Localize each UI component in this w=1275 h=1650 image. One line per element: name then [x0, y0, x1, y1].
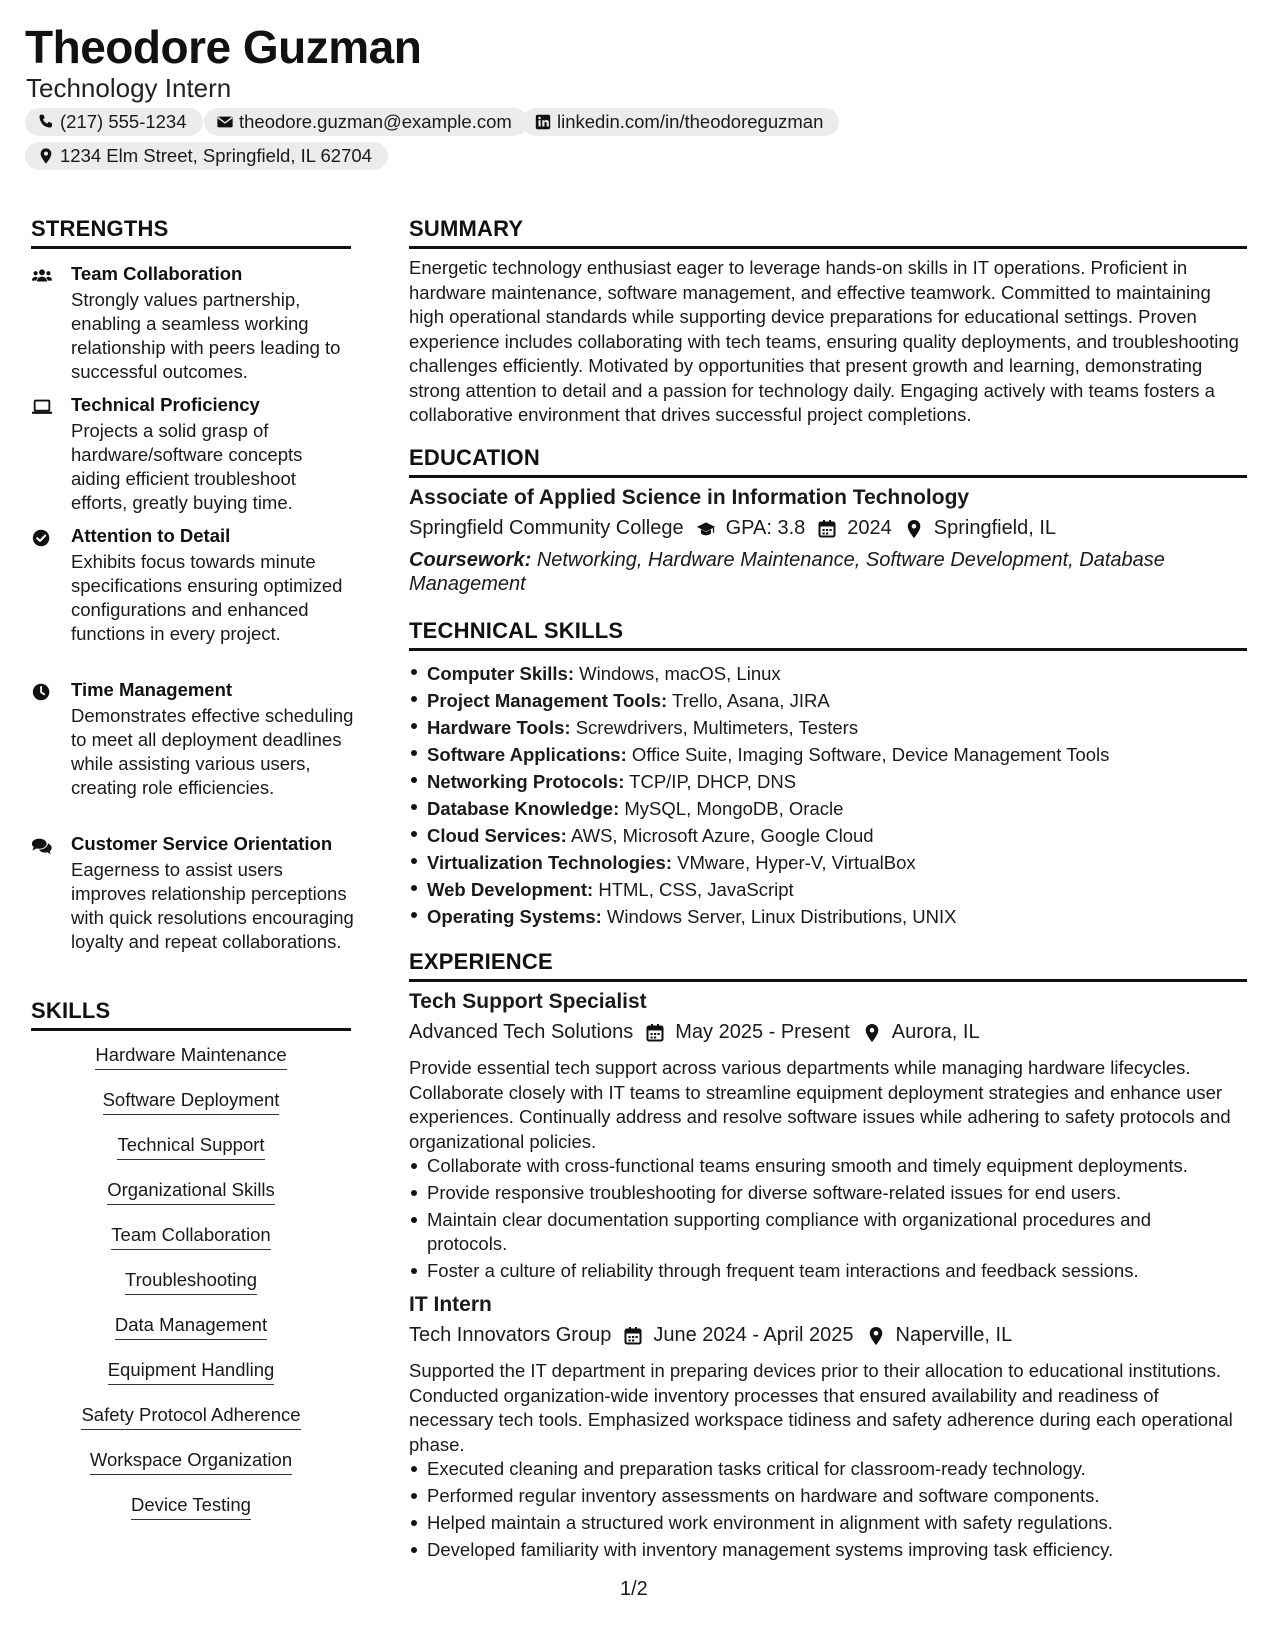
skill-values: Screwdrivers, Multimeters, Testers — [575, 717, 859, 738]
skills-rule — [31, 1028, 351, 1031]
strength-desc: Eagerness to assist users improves relationship perceptions with quick resolutions encouraging loyalty and repeat collaborations. — [71, 859, 354, 952]
graduation-cap-icon — [696, 519, 716, 539]
map-marker-icon — [862, 1023, 882, 1043]
list-item — [427, 714, 1265, 741]
company-name: Tech Innovators Group — [409, 1324, 612, 1346]
skill-label: Technical Support — [117, 1134, 264, 1160]
skill-values: MySQL, MongoDB, Oracle — [624, 798, 844, 819]
skill-label: Workspace Organization — [90, 1449, 292, 1475]
calendar-icon — [623, 1326, 643, 1346]
summary-text: Energetic technology enthusiast eager to leverage hands-on skills in IT operations. Proficient in hardware maintenance, software management, and effective teamwork. Committed to maintaining high operational standards while supporting device preparations for educational settings. Proven experience includes collaborating with tech teams, ensuring quality deployments, and troubleshooting challenges efficiently. Motivated by opportunities that present growth and learning, demonstrating strong attention to detail and a passion for technology daily. Engaging actively with teams fosters a collaborative environment that drives successful project completions. — [409, 257, 1239, 425]
job-location: Naperville, IL — [895, 1324, 1013, 1346]
list-item — [427, 876, 1265, 903]
skill-tag — [31, 1044, 351, 1070]
map-marker-icon — [37, 147, 55, 165]
summary-rule — [409, 246, 1247, 249]
coursework — [409, 548, 1239, 596]
skill-label: Team Collaboration — [111, 1224, 270, 1250]
coursework-text: Networking, Hardware Maintenance, Software Development, Database Management — [409, 549, 1165, 595]
job-title: IT Intern — [409, 1293, 492, 1316]
skill-label: Equipment Handling — [108, 1359, 275, 1385]
strength-desc: Projects a solid grasp of hardware/software concepts aiding efficient troubleshoot efforts, greatly buying time. — [71, 420, 303, 513]
skills-heading: SKILLS — [31, 998, 111, 1023]
candidate-name: Theodore Guzman — [25, 21, 422, 73]
job-bullets — [409, 1457, 1265, 1562]
strength-title: Attention to Detail — [71, 525, 231, 546]
coursework-label: Coursework: — [409, 549, 532, 571]
calendar-icon — [645, 1023, 665, 1043]
list-item: Maintain clear documentation supporting compliance with organizational procedures and protocols. — [427, 1208, 1172, 1256]
strength-title: Customer Service Orientation — [71, 833, 333, 854]
experience-heading: EXPERIENCE — [409, 949, 553, 974]
gpa-text: GPA: 3.8 — [725, 517, 806, 539]
phone-text: (217) 555-1234 — [60, 111, 187, 132]
technical-skills-list — [409, 660, 1265, 930]
list-item: Provide responsive troubleshooting for diverse software-related issues for end users. — [427, 1181, 1265, 1205]
skill-tag — [31, 1314, 351, 1340]
phone-icon — [37, 113, 55, 131]
strength-desc: Exhibits focus towards minute specifications ensuring optimized configurations and enhanced functions in every project. — [71, 551, 343, 644]
skill-label: Data Management — [115, 1314, 267, 1340]
list-item: Foster a culture of reliability through frequent team interactions and feedback sessions. — [427, 1259, 1265, 1283]
skill-tag — [31, 1359, 351, 1385]
skill-tag — [31, 1449, 351, 1475]
skill-category: Computer Skills: — [427, 663, 574, 684]
list-item: Collaborate with cross-functional teams ensuring smooth and timely equipment deployments. — [427, 1154, 1265, 1178]
clock-icon — [31, 682, 53, 702]
skill-category: Operating Systems: — [427, 906, 602, 927]
skill-tag — [31, 1494, 351, 1520]
degree-title: Associate of Applied Science in Information Technology — [409, 486, 970, 509]
skill-category: Web Development: — [427, 879, 594, 900]
list-item — [427, 822, 1265, 849]
email-text: theodore.guzman@example.com — [239, 111, 512, 132]
email-pill[interactable] — [204, 108, 528, 136]
job-bullets — [409, 1154, 1265, 1283]
job-title: Tech Support Specialist — [409, 990, 647, 1013]
skill-category: Database Knowledge: — [427, 798, 620, 819]
skill-label: Organizational Skills — [107, 1179, 275, 1205]
list-item — [427, 903, 1265, 930]
skill-values: AWS, Microsoft Azure, Google Cloud — [570, 825, 874, 846]
linkedin-icon — [534, 113, 552, 131]
list-item: Helped maintain a structured work environment in alignment with safety regulations. — [427, 1511, 1265, 1535]
skill-tag — [31, 1404, 351, 1430]
list-item — [427, 741, 1265, 768]
laptop-icon — [31, 397, 53, 417]
address-text: 1234 Elm Street, Springfield, IL 62704 — [60, 145, 372, 166]
list-item: Executed cleaning and preparation tasks critical for classroom-ready technology. — [427, 1457, 1265, 1481]
envelope-icon — [216, 113, 234, 131]
strength-desc: Strongly values partnership, enabling a seamless working relationship with peers leading to successful outcomes. — [71, 289, 341, 382]
school-name: Springfield Community College — [409, 517, 684, 539]
list-item — [427, 768, 1265, 795]
skill-tag — [31, 1089, 351, 1115]
skill-tag — [31, 1179, 351, 1205]
skill-label: Software Deployment — [103, 1089, 280, 1115]
list-item: Developed familiarity with inventory management systems improving task efficiency. — [427, 1538, 1265, 1562]
list-item — [427, 849, 1265, 876]
job-summary: Supported the IT department in preparing devices prior to their allocation to educational institutions. Conducted organization-wide inventory processes that ensured availability and readiness of necessary tech tools. Emphasized workspace tidiness and safety adherence during each operational phase. — [409, 1360, 1233, 1455]
skill-values: HTML, CSS, JavaScript — [598, 879, 794, 900]
skill-category: Cloud Services: — [427, 825, 567, 846]
skill-values: VMware, Hyper-V, VirtualBox — [677, 852, 916, 873]
list-item — [427, 795, 1265, 822]
skill-label: Safety Protocol Adherence — [81, 1404, 300, 1430]
job-summary: Provide essential tech support across various departments while managing hardware lifecycles. Collaborate closely with IT teams to streamline equipment deployment strategies and enhance user experiences. Continually address and resolve software issues while adhering to safety protocols and organizational policies. — [409, 1057, 1231, 1152]
skill-tag — [31, 1224, 351, 1250]
strengths-heading: STRENGTHS — [31, 216, 169, 241]
comments-icon — [31, 836, 53, 856]
skill-category: Project Management Tools: — [427, 690, 668, 711]
education-meta — [409, 517, 1056, 540]
skill-values: Windows Server, Linux Distributions, UNIX — [606, 906, 957, 927]
technical-skills-rule — [409, 648, 1247, 651]
strengths-rule — [31, 246, 351, 249]
skill-label: Hardware Maintenance — [95, 1044, 286, 1070]
skill-tag — [31, 1269, 351, 1295]
skill-label: Device Testing — [131, 1494, 251, 1520]
skill-values: Trello, Asana, JIRA — [672, 690, 830, 711]
skill-values: TCP/IP, DHCP, DNS — [629, 771, 797, 792]
skill-values: Windows, macOS, Linux — [579, 663, 781, 684]
strength-desc: Demonstrates effective scheduling to meet all deployment deadlines while assisting various users, creating role efficiencies. — [71, 705, 354, 798]
strength-title: Technical Proficiency — [71, 394, 260, 415]
experience-rule — [409, 979, 1247, 982]
strength-title: Team Collaboration — [71, 263, 243, 284]
skill-category: Virtualization Technologies: — [427, 852, 672, 873]
list-item — [427, 687, 1265, 714]
candidate-title: Technology Intern — [26, 73, 232, 103]
phone-pill[interactable] — [25, 108, 203, 136]
graduation-year: 2024 — [847, 517, 892, 539]
map-marker-icon — [904, 519, 924, 539]
linkedin-text: linkedin.com/in/theodoreguzman — [557, 111, 824, 132]
skill-category: Networking Protocols: — [427, 771, 625, 792]
job-meta — [409, 1324, 1012, 1347]
education-heading: EDUCATION — [409, 445, 540, 470]
company-name: Advanced Tech Solutions — [409, 1021, 634, 1043]
linkedin-pill[interactable] — [522, 108, 839, 136]
skill-category: Hardware Tools: — [427, 717, 571, 738]
strength-title: Time Management — [71, 679, 233, 700]
skill-values: Office Suite, Imaging Software, Device Management Tools — [631, 744, 1110, 765]
job-dates: May 2025 - Present — [675, 1021, 850, 1043]
job-dates: June 2024 - April 2025 — [653, 1324, 854, 1346]
page-number: 1/2 — [620, 1578, 648, 1600]
education-rule — [409, 475, 1247, 478]
job-meta — [409, 1021, 980, 1044]
list-item — [427, 660, 1265, 687]
list-item: Performed regular inventory assessments on hardware and software components. — [427, 1484, 1265, 1508]
technical-skills-heading: TECHNICAL SKILLS — [409, 618, 624, 643]
map-marker-icon — [866, 1326, 886, 1346]
check-circle-icon — [31, 528, 53, 548]
users-icon — [31, 266, 53, 286]
school-location: Springfield, IL — [933, 517, 1057, 539]
skill-category: Software Applications: — [427, 744, 627, 765]
summary-heading: SUMMARY — [409, 216, 524, 241]
skill-tag — [31, 1134, 351, 1160]
skill-label: Troubleshooting — [125, 1269, 257, 1295]
calendar-icon — [817, 519, 837, 539]
address-pill — [25, 142, 388, 170]
job-location: Aurora, IL — [891, 1021, 980, 1043]
